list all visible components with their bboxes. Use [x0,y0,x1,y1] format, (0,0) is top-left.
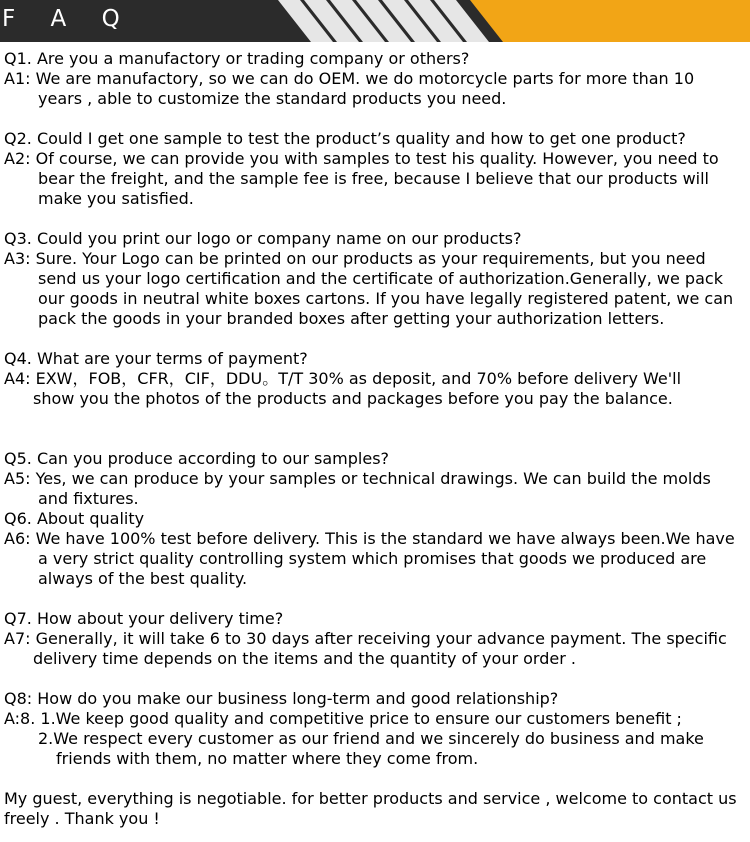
faq-line-a1: A1: We are manufactory, so we can do OEM. we do motorcycle parts for more than 10 [4,69,695,88]
faq-line-q2: Q2. Could I get one sample to test the product’s quality and how to get one product? [4,129,686,148]
faq-line-a7-cont: delivery time depends on the items and the quantity of your order . [33,649,576,668]
faq-line-q1: Q1. Are you a manufactory or trading company or others? [4,49,470,68]
faq-line-a6: A6: We have 100% test before delivery. This is the standard we have always been.We have [4,529,735,548]
faq-line-q7: Q7. How about your delivery time? [4,609,284,628]
faq-line-a6-cont: a very strict quality controlling system which promises that goods we produced are [38,549,707,568]
faq-line-a2-cont: make you satisfied. [38,189,194,208]
faq-line-a3-cont: send us your logo certification and the certificate of authorization.Generally, we pack [38,269,723,288]
faq-line-a8-cont: friends with them, no matter where they come from. [56,749,479,768]
faq-line-a7: A7: Generally, it will take 6 to 30 days after receiving your advance payment. The specific [4,629,727,648]
banner-orange-block [470,0,750,42]
faq-line-q5: Q5. Can you produce according to our samples? [4,449,390,468]
faq-line-q6: Q6. About quality [4,509,145,528]
faq-line-a5-cont: and fixtures. [38,489,139,508]
faq-line-q8: Q8: How do you make our business long-term and good relationship? [4,689,559,708]
faq-title: F A Q [2,6,134,32]
faq-line-a3-cont: our goods in neutral white boxes cartons. If you have legally registered patent, we can [38,289,734,308]
faq-line-a2: A2: Of course, we can provide you with samples to test his quality. However, you need to [4,149,719,168]
faq-line-a1-cont: years , able to customize the standard products you need. [38,89,507,108]
faq-line-a3-cont: pack the goods in your branded boxes after getting your authorization letters. [38,309,665,328]
faq-line-a5: A5: Yes, we can produce by your samples or technical drawings. We can build the molds [4,469,711,488]
faq-line-a2-cont: bear the freight, and the sample fee is free, because I believe that our products will [38,169,709,188]
faq-closing-line: freely . Thank you ! [4,809,160,828]
faq-line-q4: Q4. What are your terms of payment? [4,349,308,368]
faq-banner [0,0,750,42]
faq-line-a6-cont: always of the best quality. [38,569,248,588]
faq-line-q3: Q3. Could you print our logo or company name on our products? [4,229,522,248]
faq-line-a3: A3: Sure. Your Logo can be printed on our products as your requirements, but you need [4,249,706,268]
faq-line-a4-cont: show you the photos of the products and packages before you pay the balance. [33,389,673,408]
faq-line-a4: A4: EXW，FOB，CFR，CIF，DDU。T/T 30% as deposit, and 70% before delivery We'll [4,369,682,388]
faq-closing-line: My guest, everything is negotiable. for better products and service , welcome to contact us [4,789,737,808]
faq-line-a8-cont: 2.We respect every customer as our friend and we sincerely do business and make [38,729,704,748]
faq-line-a8: A:8. 1.We keep good quality and competitive price to ensure our customers benefit ; [4,709,682,728]
